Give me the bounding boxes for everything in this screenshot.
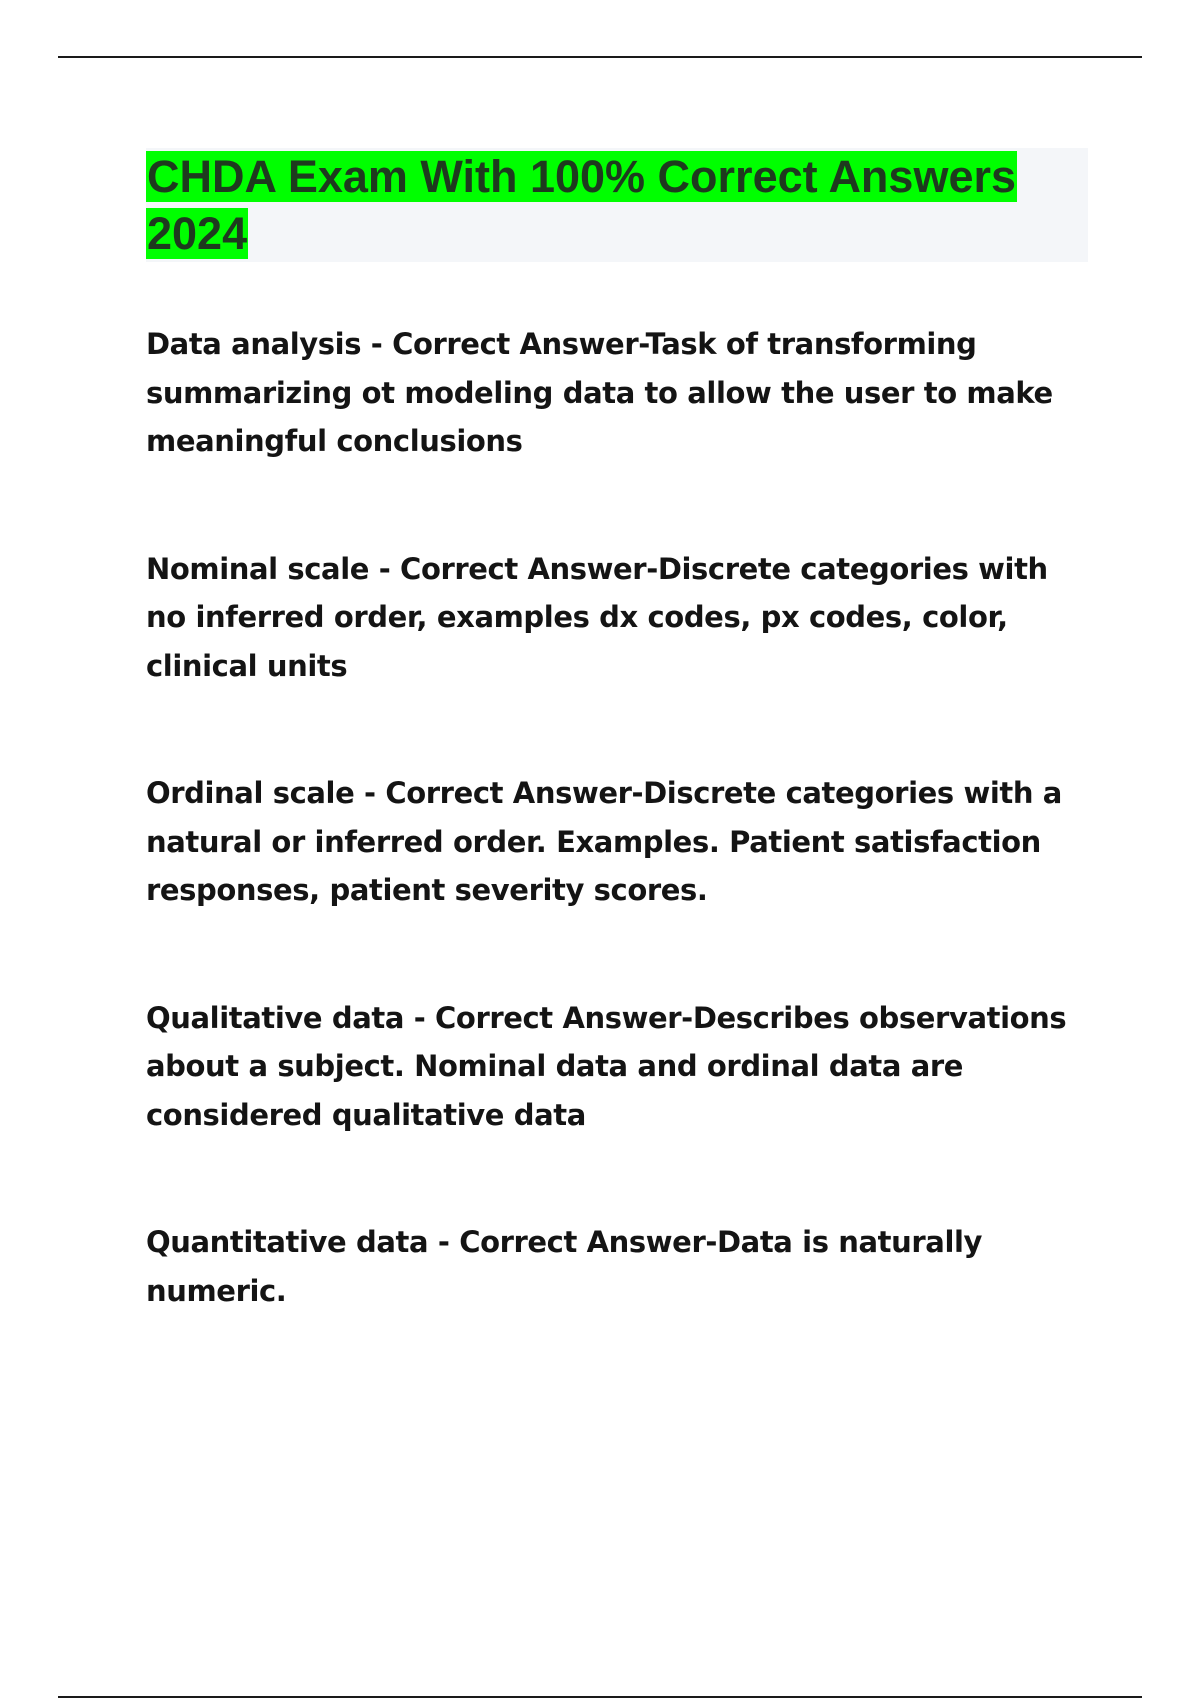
qa-entry-quantitative-data: Quantitative data - Correct Answer-Data is naturally numeric. xyxy=(146,1225,983,1308)
title-highlight: CHDA Exam With 100% Correct Answers 2024 xyxy=(147,151,1017,259)
qa-entry-data-analysis: Data analysis - Correct Answer-Task of transforming summarizing ot modeling data to allow the user to make meaningful conclusions xyxy=(146,327,1053,458)
document-title xyxy=(146,148,1088,262)
title-block xyxy=(146,148,1088,262)
qa-entry-nominal-scale: Nominal scale - Correct Answer-Discrete categories with no inferred order, examples dx codes, px codes, color, clinical units xyxy=(146,551,1048,683)
qa-entry-ordinal-scale: Ordinal scale - Correct Answer-Discrete categories with a natural or inferred order. Examples. Patient satisfaction responses, patient severity scores. xyxy=(146,776,1062,907)
qa-list xyxy=(146,320,1096,1315)
header-rule xyxy=(58,56,1142,58)
qa-entry-qualitative-data: Qualitative data - Correct Answer-Describes observations about a subject. Nominal data and ordinal data are considered qualitative data xyxy=(146,1000,1067,1132)
footer-rule xyxy=(58,1696,1142,1698)
